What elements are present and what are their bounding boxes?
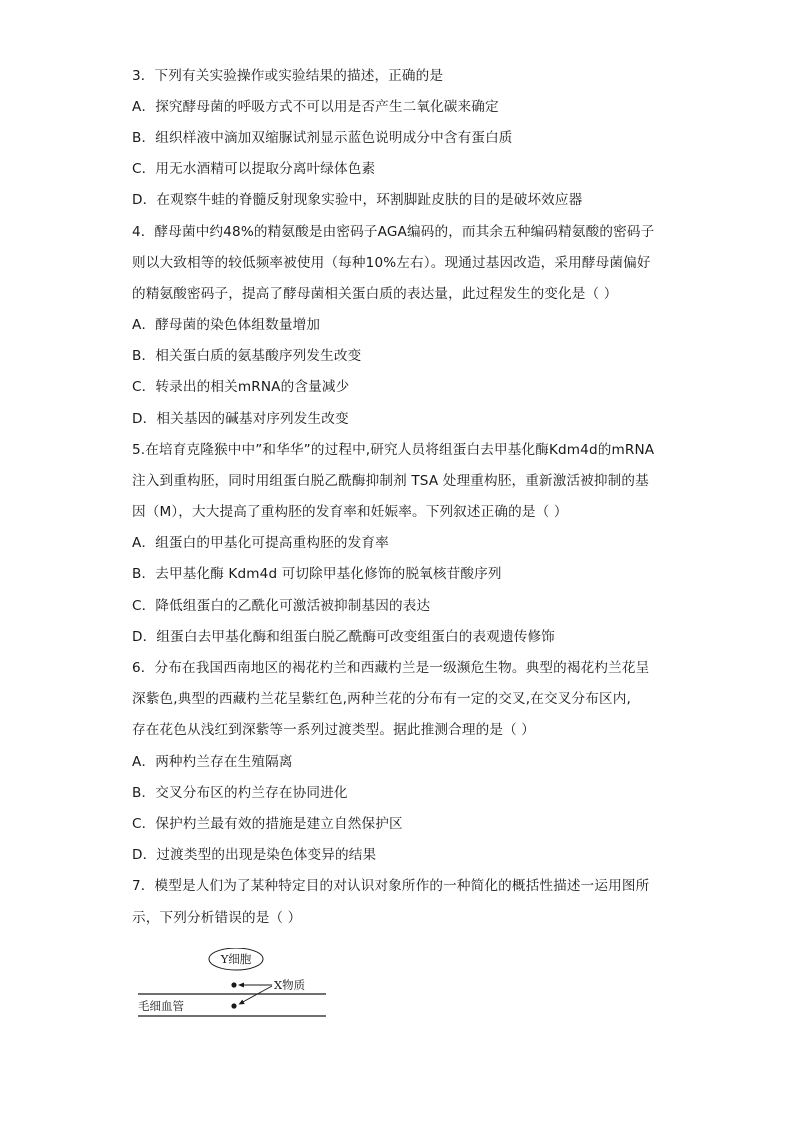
q6-stem-line-1: 6．分布在我国西南地区的褐花杓兰和西藏杓兰是一级濒危生物。典型的褐花杓兰花呈: [132, 660, 650, 676]
q4-stem-line-3: 的精氨酸密码子，提高了酵母菌相关蛋白质的表达量，此过程发生的变化是（ ）: [132, 286, 618, 302]
q6-option-a: A．两种杓兰存在生殖隔离: [132, 754, 293, 770]
x-substance-dot-lower: [231, 1003, 236, 1008]
q6-option-b: B．交叉分布区的杓兰存在协同进化: [132, 785, 348, 801]
q5-stem-line-2: 注入到重构胚，同时用组蛋白脱乙酰酶抑制剂 TSA 处理重构胚，重新激活被抑制的基: [132, 473, 649, 489]
q3-stem: 3．下列有关实验操作或实验结果的描述，正确的是: [132, 68, 444, 84]
x-substance-dot-upper: [231, 982, 236, 987]
capillary-label: 毛细血管: [138, 999, 184, 1013]
q5-option-c: C．降低组蛋白的乙酰化可激活被抑制基因的表达: [132, 598, 431, 614]
q5-option-d: D．组蛋白去甲基化酶和组蛋白脱乙酰酶可改变组蛋白的表观遗传修饰: [132, 629, 555, 645]
q3-option-a: A．探究酵母菌的呼吸方式不可以用是否产生二氧化碳来确定: [132, 99, 499, 115]
q7-stem-line-1: 7．模型是人们为了某种特定目的对认识对象所作的一种简化的概括性描述一运用图所: [132, 878, 650, 894]
q6-option-d: D．过渡类型的出现是染色体变异的结果: [132, 847, 377, 863]
q3-option-c: C．用无水酒精可以提取分离叶绿体色素: [132, 161, 376, 177]
q5-stem-line-3: 因（M），大大提高了重构胚的发育率和妊娠率。下列叙述正确的是（ ）: [132, 504, 568, 520]
q4-option-a: A．酵母菌的染色体组数量增加: [132, 317, 321, 333]
q4-option-b: B．相关蛋白质的氨基酸序列发生改变: [132, 348, 362, 364]
q3-option-d: D．在观察牛蛙的脊髓反射现象实验中，环割脚趾皮肤的目的是破坏效应器: [132, 192, 583, 208]
q3-option-b: B．组织样液中滴加双缩脲试剂显示蓝色说明成分中含有蛋白质: [132, 130, 513, 146]
q4-stem-line-2: 则以大致相等的较低频率被使用（每种10%左右）。现通过基因改造，采用酵母菌偏好: [132, 255, 651, 271]
x-substance-label: X物质: [274, 978, 306, 992]
q6-stem-line-2: 深紫色,典型的西藏杓兰花呈紫红色,两种兰花的分布有一定的交叉,在交叉分布区内,: [132, 691, 631, 707]
q5-stem-line-1: 5.在培育克隆猴中中”和华华”的过程中,研究人员将组蛋白去甲基化酶Kdm4d的mRNA: [132, 442, 655, 458]
q7-stem-line-2: 示，下列分析错误的是（ ）: [132, 910, 302, 926]
q4-stem-line-1: 4．酵母菌中约48%的精氨酸是由密码子AGA编码的，而其余五种编码精氨酸的密码子: [132, 224, 655, 240]
arrow-head-lower: [239, 1000, 245, 1005]
q6-option-c: C．保护杓兰最有效的措施是建立自然保护区: [132, 816, 403, 832]
q4-option-c: C．转录出的相关mRNA的含量减少: [132, 379, 350, 395]
q5-option-a: A．组蛋白的甲基化可提高重构胚的发育率: [132, 535, 389, 551]
capillary-diagram: [138, 948, 338, 1028]
y-cell-label: Y细胞: [220, 952, 252, 966]
q4-option-d: D．相关基因的碱基对序列发生改变: [132, 411, 349, 427]
q5-option-b: B．去甲基化酶 Kdm4d 可切除甲基化修饰的脱氧核苷酸序列: [132, 566, 502, 582]
q6-stem-line-3: 存在花色从浅红到深紫等一系列过渡类型。据此推测合理的是（ ）: [132, 722, 536, 738]
arrow-head-upper: [238, 983, 244, 988]
